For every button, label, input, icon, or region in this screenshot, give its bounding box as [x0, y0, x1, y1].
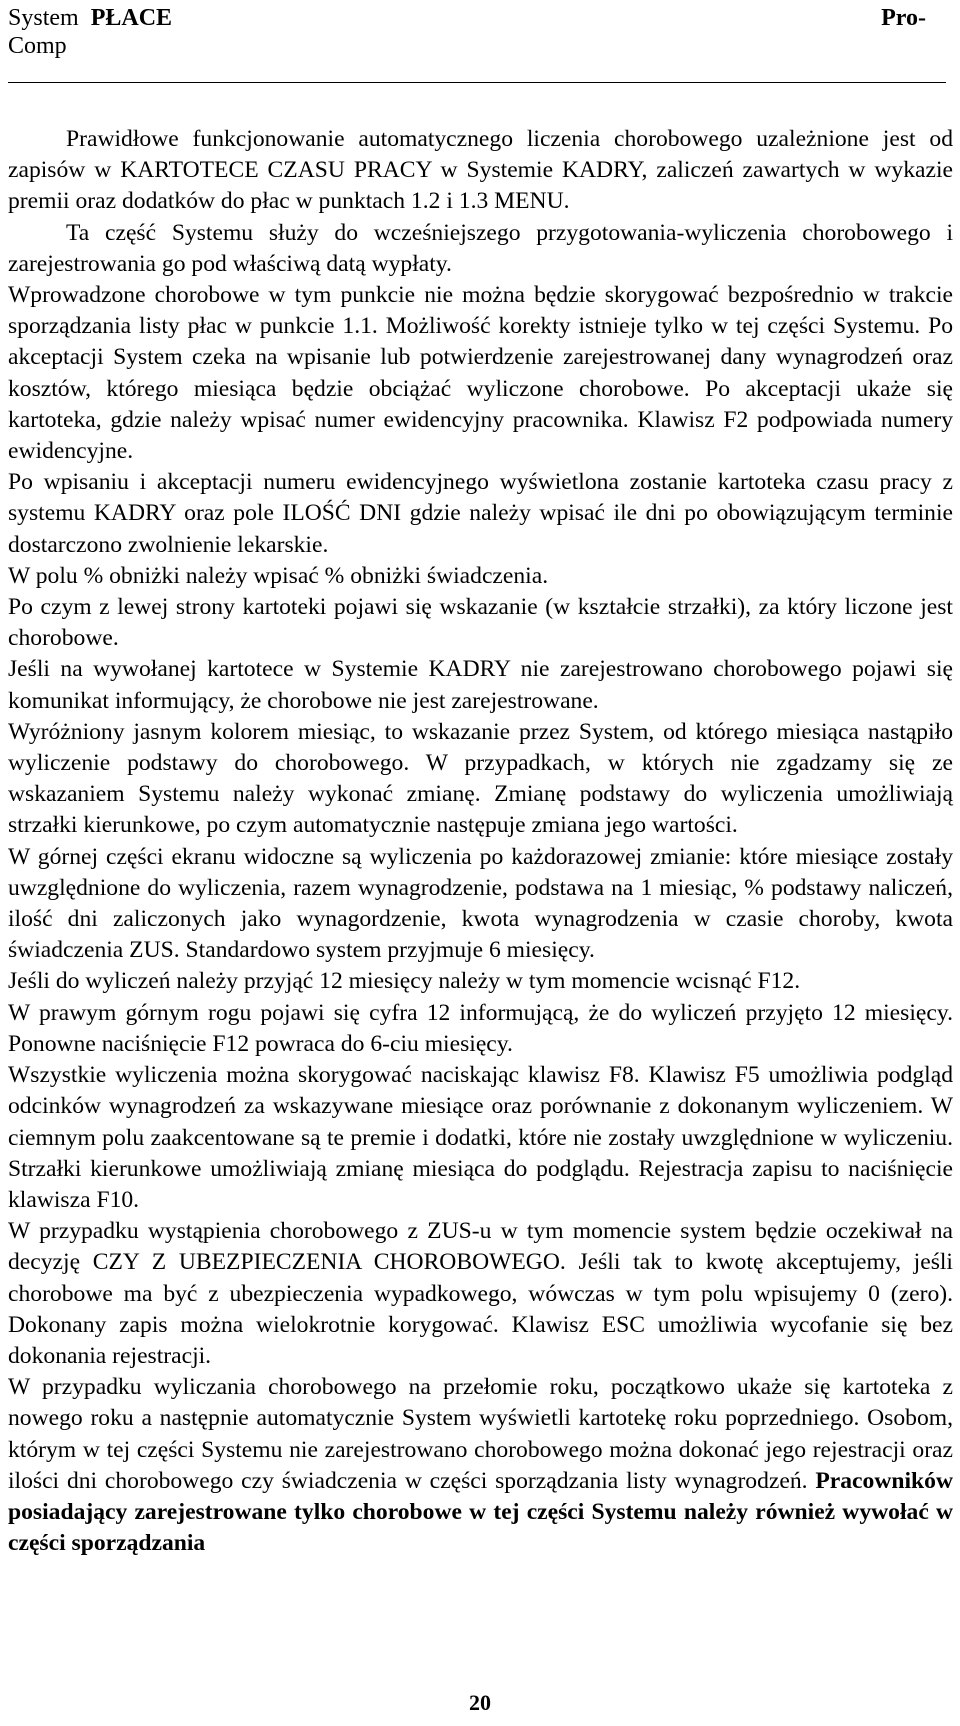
paragraph: W przypadku wystąpienia chorobowego z ZUS-u w tym momencie system będzie oczekiwał na decyzję CZY Z UBEZPIECZENIA CHOROBOWEGO. Jeśli tak to kwotę akceptujemy, jeśli chorobowe ma być z ubezpieczenia wypadkowego, wówczas w tym polu wpisujemy 0 (zero). Dokonany zapis można wielokrotnie korygować. Klawisz ESC umożliwia wycofanie się bez dokonania rejestracji.: [8, 1218, 953, 1369]
paragraph: Po wpisaniu i akceptacji numeru ewidencyjnego wyświetlona zostanie kartoteka czasu pracy z systemu KADRY oraz pole ILOŚĆ DNI gdzie należy wpisać ile dni po obowiązującym terminie dostarczono zwolnienie lekarskie.: [8, 469, 953, 558]
paragraph-last: [8, 1372, 953, 1559]
paragraph: Wyróżniony jasnym kolorem miesiąc, to wskazanie przez System, od którego miesiąca nastąpiło wyliczenie podstawy do chorobowego. W przypadkach, w których nie zgadzamy się ze wskazaniem Systemu należy wykonać zmianę. Zmianę podstawy do wyliczenia umożliwiają strzałki kierunkowe, po czym automatycznie następuje zmiana jego wartości.: [8, 718, 953, 839]
paragraph: Ta część Systemu służy do wcześniejszego przygotowania-wyliczenia chorobowego i zarejestrowania go pod właściwą datą wypłaty.: [8, 219, 953, 277]
paragraph: W górnej części ekranu widoczne są wyliczenia po każdorazowej zmianie: które miesiące zostały uwzględnione do wyliczenia, razem wynagrodzenie, podstawa na 1 miesiąc, % podstawy naliczeń, ilość dni zaliczonych jako wynagordzenie, kwota wynagrodzenia w czasie choroby, kwota świadczenia ZUS. Standardowo system przyjmuje 6 miesięcy.: [8, 843, 953, 964]
page-header: [8, 0, 946, 84]
paragraph: Jeśli na wywołanej kartotece w Systemie KADRY nie zarejestrowano chorobowego pojawi się komunikat informujący, że chorobowe nie jest zarejestrowane.: [8, 656, 953, 714]
paragraph-bold-text: Pracowników posiadający zarejestrowane tylko chorobowe w tej części Systemu należy również wywołać w części sporządzania: [8, 1467, 953, 1557]
page-number: 20: [469, 1690, 491, 1715]
document-body: [8, 124, 953, 1559]
header-rule: [8, 82, 946, 83]
header-brand-continuation: Comp: [8, 33, 67, 59]
paragraph: Prawidłowe funkcjonowanie automatycznego liczenia chorobowego uzależnione jest od zapisów w KARTOTECE CZASU PRACY w Systemie KADRY, zaliczeń zawartych w wykazie premii oraz dodatków do płac w punktach 1.2 i 1.3 MENU.: [8, 126, 953, 215]
paragraph: W polu % obniżki należy wpisać % obniżki świadczenia.: [8, 562, 549, 589]
paragraph: W prawym górnym rogu pojawi się cyfra 12 informującą, że do wyliczeń przyjęto 12 miesięcy. Ponowne naciśnięcie F12 powraca do 6-ciu miesięcy.: [8, 999, 953, 1057]
paragraph: Jeśli do wyliczeń należy przyjąć 12 miesięcy należy w tym momencie wcisnąć F12.: [8, 968, 801, 995]
paragraph: Wszystkie wyliczenia można skorygować naciskając klawisz F8. Klawisz F5 umożliwia podgląd odcinków wynagrodzeń za wskazywane miesiące oraz porównanie z dokonanym wyliczeniem. W ciemnym polu zaakcentowane są te premie i dodatki, które nie zostały uwzględnione w wyliczeniu. Strzałki kierunkowe umożliwiają zmianę miesiąca do podglądu. Rejestracja zapisu to naciśnięcie klawisza F10.: [8, 1062, 953, 1213]
paragraph: Po czym z lewej strony kartoteki pojawi się wskazanie (w kształcie strzałki), za który liczone jest chorobowe.: [8, 594, 953, 652]
paragraph: Wprowadzone chorobowe w tym punkcie nie można będzie skorygować bezpośrednio w trakcie sporządzania listy płac w punkcie 1.1. Możliwość korekty istnieje tylko w tej części Systemu. Po akceptacji System czeka na wpisanie lub potwierdzenie zarejestrowanej dany wynagrodzeń oraz kosztów, którego miesiąca będzie obciążać wyliczone chorobowe. Po akceptacji ukaże się kartoteka, gdzie należy wpisać numer ewidencyjny pracownika. Klawisz F2 podpowiada numery ewidencyjne.: [8, 282, 953, 465]
header-system-title: System PŁACE: [8, 5, 173, 31]
paragraph-last-text: W przypadku wyliczania chorobowego na przełomie roku, początkowo ukaże się kartoteka z nowego roku a następnie automatycznie System wyświetli kartotekę roku poprzedniego. Osobom, którym w tej części Systemu nie zarejestrowano chorobowego można dokonać jego rejestracji oraz ilości dni chorobowego czy świadczenia w części sporządzania listy wynagrodzeń.: [8, 1374, 953, 1494]
header-brand: Pro-: [881, 5, 926, 31]
